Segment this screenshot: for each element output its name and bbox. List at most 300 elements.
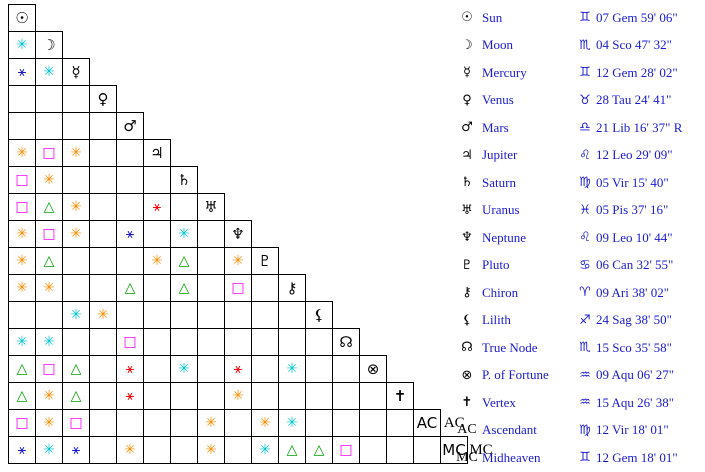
aspect-symbol: ✳ <box>151 253 163 269</box>
aspect-cell[interactable] <box>36 410 63 437</box>
mc-position: 12 Gem 18' 01" <box>596 449 678 465</box>
aspect-cell[interactable] <box>117 221 144 248</box>
aspect-cell[interactable] <box>90 437 117 464</box>
aspect-cell[interactable] <box>36 59 63 86</box>
aspect-cell[interactable] <box>36 383 63 410</box>
aspect-grid-row <box>9 437 495 464</box>
aspect-cell[interactable] <box>306 356 333 383</box>
aspect-cell[interactable] <box>198 221 225 248</box>
aspect-symbol: ⚹ <box>17 442 27 458</box>
mercury-glyph-icon: ☿ <box>463 65 471 81</box>
aspect-cell[interactable] <box>279 437 306 464</box>
planet-row[interactable] <box>452 279 702 307</box>
aspect-cell[interactable] <box>9 59 36 86</box>
aspect-cell[interactable] <box>225 437 252 464</box>
aspect-cell[interactable] <box>9 86 36 113</box>
moon-sign-icon: ♏ <box>579 37 591 53</box>
aspect-grid-row <box>9 86 495 113</box>
aspect-cell[interactable] <box>90 383 117 410</box>
aspect-symbol: □ <box>42 145 56 161</box>
venus-glyph-icon: ♀ <box>462 92 472 108</box>
planet-row[interactable] <box>452 252 702 280</box>
jupiter-glyph-icon: ♃ <box>461 147 473 163</box>
planet-row[interactable] <box>452 32 702 60</box>
mars-glyph-icon: ♂ <box>461 120 473 136</box>
aspect-cell[interactable] <box>63 194 90 221</box>
truenode-sign-icon: ♏ <box>579 340 591 356</box>
aspect-cell[interactable] <box>117 410 144 437</box>
aspect-cell[interactable] <box>252 329 279 356</box>
aspect-cell[interactable] <box>9 167 36 194</box>
aspect-cell[interactable] <box>144 221 171 248</box>
grid-diagonal-4[interactable]: ♀ <box>90 86 117 113</box>
aspect-cell[interactable] <box>225 302 252 329</box>
aspect-cell[interactable] <box>171 437 198 464</box>
planet-positions-panel <box>452 4 702 472</box>
aspect-symbol: ⚹ <box>71 442 81 458</box>
aspect-cell[interactable] <box>333 383 360 410</box>
planet-row[interactable] <box>452 197 702 225</box>
aspect-cell[interactable] <box>9 329 36 356</box>
aspect-symbol: ✳ <box>43 64 55 80</box>
aspect-cell[interactable] <box>9 221 36 248</box>
aspect-symbol: ✳ <box>70 226 82 242</box>
aspect-cell[interactable] <box>63 275 90 302</box>
aspect-cell[interactable] <box>117 383 144 410</box>
aspect-cell[interactable] <box>9 356 36 383</box>
aspect-cell[interactable] <box>144 329 171 356</box>
aspect-cell[interactable] <box>63 356 90 383</box>
aspect-cell[interactable] <box>252 383 279 410</box>
chiron-position: 09 Ari 38' 02" <box>596 284 670 300</box>
aspect-cell[interactable] <box>333 410 360 437</box>
lilith-sign-icon: ♐ <box>579 312 591 328</box>
grid-diagonal-2[interactable]: ☽ <box>36 32 63 59</box>
venus-position: 28 Tau 24' 41" <box>596 92 672 108</box>
aspect-cell[interactable] <box>144 275 171 302</box>
aspect-cell[interactable] <box>63 113 90 140</box>
aspect-symbol: △ <box>286 442 298 458</box>
aspect-cell[interactable] <box>171 221 198 248</box>
aspect-cell[interactable] <box>9 194 36 221</box>
planet-row[interactable] <box>452 59 702 87</box>
aspect-cell[interactable] <box>198 410 225 437</box>
aspect-cell[interactable] <box>36 302 63 329</box>
aspect-symbol: ✳ <box>70 199 82 215</box>
aspect-cell[interactable] <box>9 248 36 275</box>
uranus-glyph-icon: ♅ <box>461 202 473 218</box>
saturn-glyph-icon: ♄ <box>461 175 473 191</box>
aspect-cell[interactable] <box>36 356 63 383</box>
aspect-cell[interactable] <box>63 329 90 356</box>
planet-row[interactable] <box>452 444 702 472</box>
fortune-position: 09 Aqu 06' 27" <box>596 367 675 383</box>
mars-position: 21 Lib 16' 37" R <box>596 119 683 135</box>
neptune-name: Neptune <box>482 229 527 245</box>
aspect-grid-row <box>9 383 495 410</box>
planet-positions-table <box>452 4 702 472</box>
aspect-cell[interactable] <box>9 410 36 437</box>
aspect-cell[interactable] <box>90 356 117 383</box>
aspect-symbol: ✳ <box>43 415 55 431</box>
aspect-cell[interactable] <box>63 410 90 437</box>
aspect-symbol: □ <box>231 280 245 296</box>
aspect-grid <box>8 4 495 464</box>
aspect-cell[interactable] <box>306 383 333 410</box>
aspect-symbol: ✳ <box>286 361 298 377</box>
mercury-name: Mercury <box>482 64 527 80</box>
aspect-cell[interactable] <box>117 167 144 194</box>
aspect-symbol: ✳ <box>124 442 136 458</box>
moon-name: Moon <box>482 37 514 53</box>
aspect-symbol: △ <box>16 361 28 377</box>
aspect-symbol: △ <box>70 361 82 377</box>
aspect-symbol: ✳ <box>16 145 28 161</box>
planet-row[interactable] <box>452 362 702 390</box>
lilith-glyph-icon: ⚸ <box>462 312 472 328</box>
grid-diagonal-11[interactable]: ⚷ <box>279 275 306 302</box>
aspect-grid-row <box>9 302 495 329</box>
aspect-cell[interactable] <box>90 167 117 194</box>
aspect-cell[interactable] <box>9 32 36 59</box>
aspect-cell[interactable] <box>90 248 117 275</box>
chiron-glyph-icon: ⚷ <box>462 285 472 301</box>
grid-diagonal-8[interactable]: ♅ <box>198 194 225 221</box>
aspect-cell[interactable] <box>63 221 90 248</box>
jupiter-position: 12 Leo 29' 09" <box>596 147 673 163</box>
aspect-symbol: ✳ <box>43 334 55 350</box>
aspect-cell[interactable] <box>36 140 63 167</box>
planet-row[interactable] <box>452 114 702 142</box>
pluto-sign-icon: ♋ <box>579 257 591 273</box>
grid-corner-label: AC <box>443 414 465 431</box>
aspect-grid-row <box>9 410 495 437</box>
aspect-cell[interactable] <box>333 356 360 383</box>
grid-diagonal-15[interactable]: ✝ <box>387 383 414 410</box>
aspect-symbol: ⚹ <box>233 361 243 377</box>
ac-sign-icon: ♍ <box>579 422 591 438</box>
aspect-symbol: □ <box>42 226 56 242</box>
aspect-cell[interactable] <box>360 383 387 410</box>
aspect-cell[interactable] <box>36 437 63 464</box>
aspect-cell[interactable] <box>171 383 198 410</box>
planet-row[interactable] <box>452 4 702 32</box>
aspect-cell[interactable] <box>414 437 441 464</box>
aspect-cell[interactable] <box>36 167 63 194</box>
fortune-sign-icon: ♒ <box>579 367 591 383</box>
aspect-cell[interactable] <box>387 437 414 464</box>
aspect-cell[interactable] <box>252 275 279 302</box>
aspect-grid-container <box>8 4 495 464</box>
aspect-cell[interactable] <box>198 383 225 410</box>
aspect-cell[interactable] <box>144 167 171 194</box>
aspect-cell[interactable] <box>63 383 90 410</box>
planet-row[interactable] <box>452 417 702 445</box>
mercury-position: 12 Gem 28' 02" <box>596 64 678 80</box>
aspect-cell[interactable] <box>117 248 144 275</box>
aspect-cell[interactable] <box>252 410 279 437</box>
aspect-cell[interactable] <box>63 86 90 113</box>
aspect-symbol: ✳ <box>70 145 82 161</box>
truenode-glyph-icon: ☊ <box>461 340 473 356</box>
aspect-cell[interactable] <box>144 437 171 464</box>
planet-row[interactable] <box>452 307 702 335</box>
aspect-symbol: △ <box>313 442 325 458</box>
aspect-symbol: △ <box>178 280 190 296</box>
grid-diagonal-3[interactable]: ☿ <box>63 59 90 86</box>
aspect-cell[interactable] <box>36 275 63 302</box>
planet-row[interactable] <box>452 224 702 252</box>
ac-name: Ascendant <box>482 422 537 438</box>
aspect-cell[interactable] <box>117 275 144 302</box>
uranus-position: 05 Pis 37' 16" <box>596 202 669 218</box>
jupiter-name: Jupiter <box>482 147 518 163</box>
aspect-cell[interactable] <box>117 194 144 221</box>
aspect-grid-row <box>9 59 495 86</box>
grid-diagonal-16[interactable]: AC <box>414 410 441 437</box>
aspect-cell[interactable] <box>225 383 252 410</box>
aspect-cell[interactable] <box>252 356 279 383</box>
aspect-cell[interactable] <box>225 356 252 383</box>
aspect-symbol: ⚹ <box>152 199 162 215</box>
aspect-cell[interactable] <box>117 302 144 329</box>
grid-diagonal-9[interactable]: ♆ <box>225 221 252 248</box>
aspect-grid-row <box>9 32 495 59</box>
mercury-sign-icon: ♊ <box>579 65 591 81</box>
aspect-cell[interactable] <box>90 302 117 329</box>
aspect-symbol: ✳ <box>259 415 271 431</box>
mc-sign-icon: ♊ <box>579 450 591 466</box>
aspect-cell[interactable] <box>63 167 90 194</box>
ac-glyph-icon: AC <box>457 422 477 438</box>
aspect-cell[interactable] <box>144 383 171 410</box>
aspect-cell[interactable] <box>225 275 252 302</box>
aspect-cell[interactable] <box>387 410 414 437</box>
aspect-symbol: ✳ <box>16 37 28 53</box>
aspect-cell[interactable] <box>9 302 36 329</box>
moon-glyph-icon: ☽ <box>461 37 473 53</box>
aspect-symbol: △ <box>70 388 82 404</box>
aspect-cell[interactable] <box>171 356 198 383</box>
aspect-cell[interactable] <box>360 410 387 437</box>
aspect-cell[interactable] <box>90 113 117 140</box>
aspect-symbol: △ <box>178 253 190 269</box>
uranus-name: Uranus <box>482 202 520 218</box>
aspect-cell[interactable] <box>144 302 171 329</box>
sun-name: Sun <box>482 9 503 25</box>
aspect-cell[interactable] <box>171 194 198 221</box>
aspect-symbol: □ <box>69 415 83 431</box>
aspect-cell[interactable] <box>63 437 90 464</box>
vertex-position: 15 Aqu 26' 38" <box>596 394 675 410</box>
aspect-symbol: □ <box>42 361 56 377</box>
aspect-cell[interactable] <box>198 356 225 383</box>
aspect-symbol: ✳ <box>43 388 55 404</box>
lilith-position: 24 Sag 38' 50" <box>596 312 672 328</box>
aspect-cell[interactable] <box>171 410 198 437</box>
planet-row[interactable] <box>452 169 702 197</box>
aspect-symbol: ✳ <box>43 172 55 188</box>
aspect-symbol: □ <box>339 442 353 458</box>
aspect-grid-row <box>9 5 495 32</box>
aspect-cell[interactable] <box>144 194 171 221</box>
aspect-symbol: △ <box>43 253 55 269</box>
aspect-symbol: △ <box>124 280 136 296</box>
aspect-cell[interactable] <box>279 383 306 410</box>
aspect-cell[interactable] <box>171 329 198 356</box>
aspect-grid-row <box>9 194 495 221</box>
aspect-cell[interactable] <box>36 86 63 113</box>
grid-corner-label: MC <box>469 442 493 458</box>
grid-diagonal-1[interactable]: ☉ <box>9 5 36 32</box>
aspect-symbol: ✳ <box>205 442 217 458</box>
aspect-grid-row <box>9 329 495 356</box>
aspect-symbol: ✳ <box>97 307 109 323</box>
aspect-cell[interactable] <box>171 248 198 275</box>
fortune-glyph-icon: ⊗ <box>461 367 473 383</box>
aspect-cell[interactable] <box>63 302 90 329</box>
chiron-name: Chiron <box>482 284 519 300</box>
grid-diagonal-13[interactable]: ☊ <box>333 329 360 356</box>
aspect-cell[interactable] <box>252 437 279 464</box>
chiron-sign-icon: ♈ <box>579 285 591 301</box>
aspect-symbol: ✳ <box>16 280 28 296</box>
aspect-cell[interactable] <box>360 437 387 464</box>
aspect-symbol: ⚹ <box>125 388 135 404</box>
pluto-glyph-icon: ♇ <box>461 257 473 273</box>
aspect-cell[interactable] <box>279 410 306 437</box>
aspect-symbol: ✳ <box>43 442 55 458</box>
ac-position: 12 Vir 18' 01" <box>596 422 669 438</box>
aspect-cell[interactable] <box>90 329 117 356</box>
aspect-grid-row <box>9 113 495 140</box>
aspect-cell[interactable] <box>225 329 252 356</box>
aspect-cell[interactable] <box>9 383 36 410</box>
aspect-cell[interactable] <box>225 248 252 275</box>
saturn-name: Saturn <box>482 174 516 190</box>
grid-diagonal-6[interactable]: ♃ <box>144 140 171 167</box>
aspect-symbol: ✳ <box>232 388 244 404</box>
aspect-cell[interactable] <box>90 140 117 167</box>
aspect-cell[interactable] <box>144 248 171 275</box>
aspect-cell[interactable] <box>198 275 225 302</box>
planet-row[interactable] <box>452 389 702 417</box>
aspect-cell[interactable] <box>90 410 117 437</box>
aspect-cell[interactable] <box>9 113 36 140</box>
aspect-cell[interactable] <box>198 437 225 464</box>
vertex-name: Vertex <box>482 394 516 410</box>
uranus-sign-icon: ♓ <box>579 202 591 218</box>
grid-diagonal-10[interactable]: ♇ <box>252 248 279 275</box>
aspect-cell[interactable] <box>90 275 117 302</box>
aspect-cell[interactable] <box>333 437 360 464</box>
aspect-cell[interactable] <box>63 140 90 167</box>
aspect-symbol: ✳ <box>43 280 55 296</box>
grid-diagonal-5[interactable]: ♂ <box>117 113 144 140</box>
aspect-symbol: △ <box>43 199 55 215</box>
aspect-cell[interactable] <box>252 302 279 329</box>
aspect-cell[interactable] <box>117 329 144 356</box>
sun-glyph-icon: ☉ <box>461 10 473 26</box>
aspect-cell[interactable] <box>279 302 306 329</box>
pluto-name: Pluto <box>482 257 510 273</box>
planet-row[interactable] <box>452 87 702 115</box>
grid-diagonal-14[interactable]: ⊗ <box>360 356 387 383</box>
aspect-grid-row <box>9 275 495 302</box>
venus-sign-icon: ♉ <box>579 92 591 108</box>
aspect-cell[interactable] <box>306 329 333 356</box>
aspect-cell[interactable] <box>9 437 36 464</box>
saturn-sign-icon: ♍ <box>579 175 591 191</box>
truenode-name: True Node <box>482 339 538 355</box>
aspect-cell[interactable] <box>63 248 90 275</box>
grid-diagonal-17[interactable]: MC <box>441 437 468 464</box>
aspect-cell[interactable] <box>36 248 63 275</box>
aspect-cell[interactable] <box>36 113 63 140</box>
aspect-cell[interactable] <box>279 329 306 356</box>
planet-row[interactable] <box>452 142 702 170</box>
neptune-glyph-icon: ♆ <box>461 230 473 246</box>
moon-position: 04 Sco 47' 32" <box>596 37 672 53</box>
aspect-symbol: ⚹ <box>17 64 27 80</box>
aspect-symbol: ✳ <box>286 415 298 431</box>
aspect-symbol: ✳ <box>259 442 271 458</box>
aspect-cell[interactable] <box>225 410 252 437</box>
aspect-cell[interactable] <box>117 437 144 464</box>
aspect-symbol: □ <box>15 415 29 431</box>
aspect-cell[interactable] <box>90 221 117 248</box>
aspect-cell[interactable] <box>306 410 333 437</box>
aspect-cell[interactable] <box>198 329 225 356</box>
aspect-grid-row <box>9 167 495 194</box>
aspect-cell[interactable] <box>198 248 225 275</box>
mc-name: Midheaven <box>482 449 541 465</box>
grid-diagonal-7[interactable]: ♄ <box>171 167 198 194</box>
jupiter-sign-icon: ♌ <box>579 147 591 163</box>
aspect-cell[interactable] <box>9 275 36 302</box>
aspect-grid-row <box>9 356 495 383</box>
aspect-cell[interactable] <box>36 329 63 356</box>
aspect-symbol: □ <box>15 199 29 215</box>
aspect-cell[interactable] <box>9 140 36 167</box>
planet-row[interactable] <box>452 334 702 362</box>
aspect-cell[interactable] <box>279 356 306 383</box>
aspect-cell[interactable] <box>117 356 144 383</box>
grid-diagonal-12[interactable]: ⚸ <box>306 302 333 329</box>
pluto-position: 06 Can 32' 55" <box>596 257 674 273</box>
truenode-position: 15 Sco 35' 58" <box>596 339 672 355</box>
aspect-cell[interactable] <box>171 302 198 329</box>
aspect-cell[interactable] <box>36 221 63 248</box>
venus-name: Venus <box>482 92 514 108</box>
aspect-cell[interactable] <box>117 140 144 167</box>
mars-sign-icon: ♎ <box>579 120 591 136</box>
aspect-cell[interactable] <box>306 437 333 464</box>
mars-name: Mars <box>482 119 509 135</box>
neptune-position: 09 Leo 10' 44" <box>596 229 673 245</box>
aspect-cell[interactable] <box>144 356 171 383</box>
aspect-symbol: ⚹ <box>125 361 135 377</box>
aspect-symbol: ✳ <box>178 361 190 377</box>
aspect-cell[interactable] <box>36 194 63 221</box>
neptune-sign-icon: ♌ <box>579 230 591 246</box>
aspect-symbol: ✳ <box>16 226 28 242</box>
aspect-grid-row <box>9 221 495 248</box>
aspect-cell[interactable] <box>90 194 117 221</box>
aspect-cell[interactable] <box>171 275 198 302</box>
aspect-cell[interactable] <box>198 302 225 329</box>
aspect-cell[interactable] <box>144 410 171 437</box>
